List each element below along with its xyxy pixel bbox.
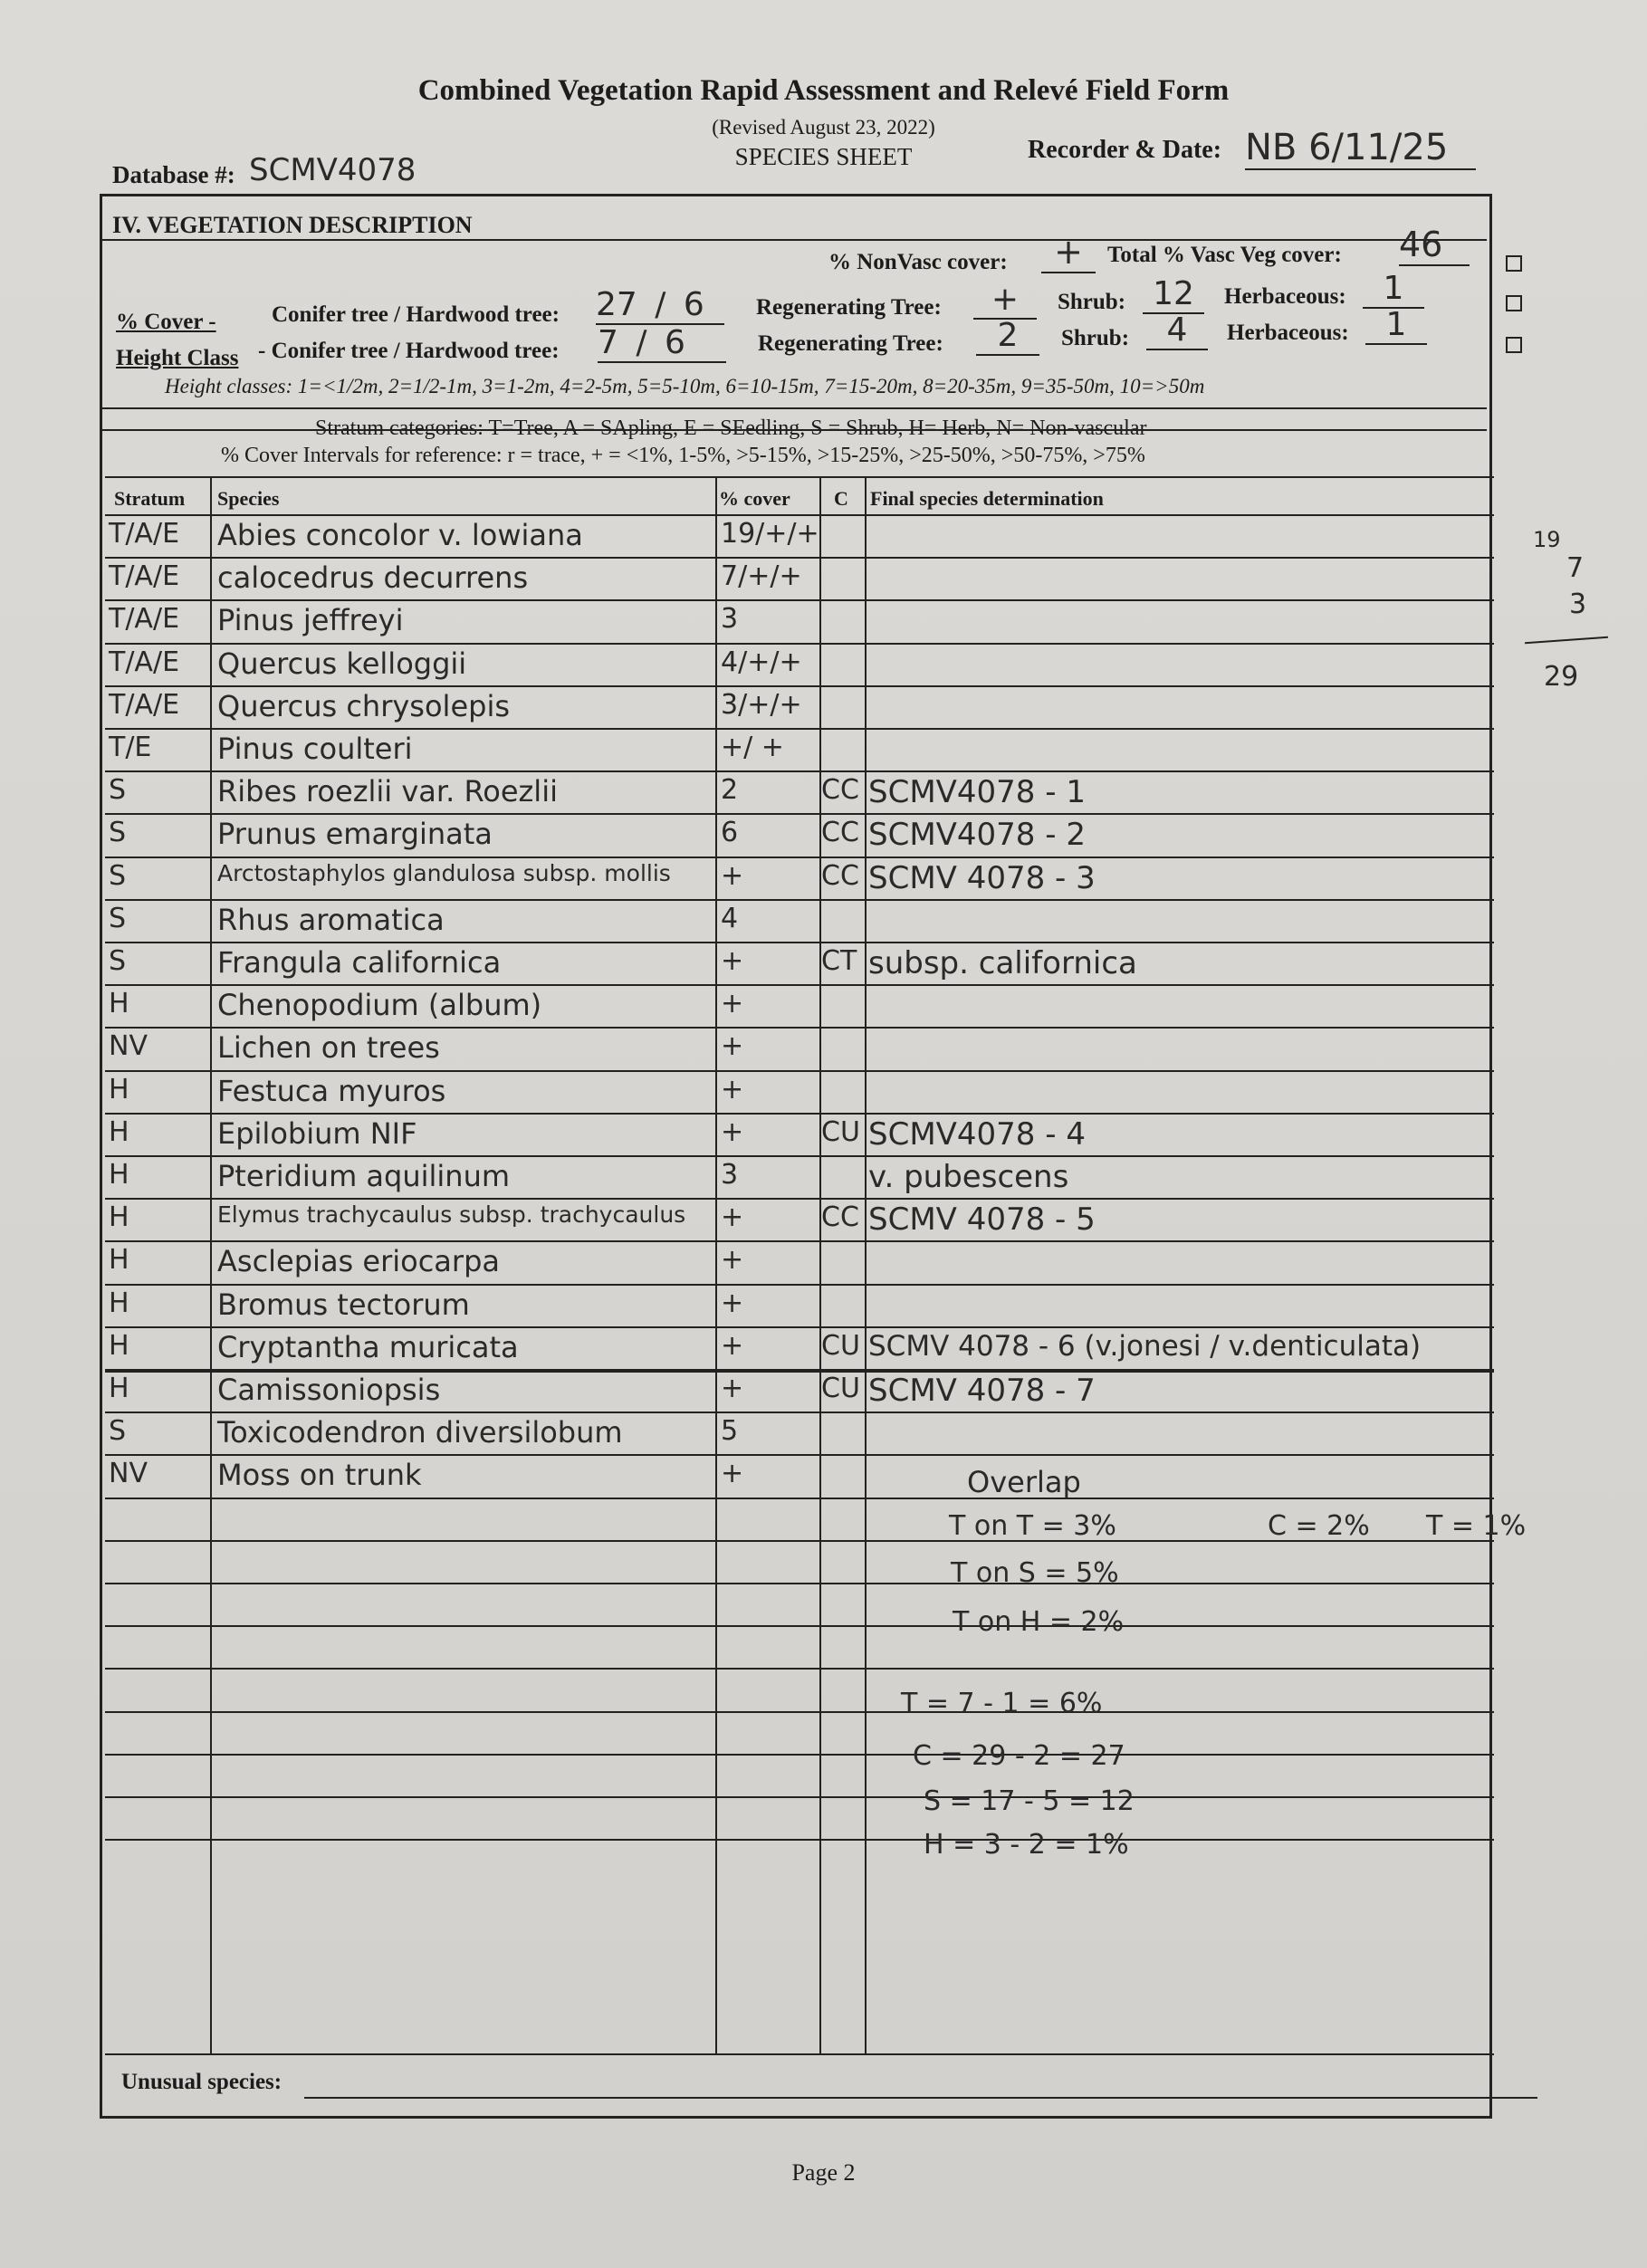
table-cell-stratum: T/A/E: [109, 603, 180, 635]
table-cell-stratum: H: [109, 988, 129, 1019]
total-vasc-label: Total % Vasc Veg cover:: [1107, 243, 1342, 267]
table-row-line: [105, 685, 1494, 687]
margin-sum-a: 19: [1533, 527, 1561, 552]
table-cell-species: Abies concolor v. lowiana: [217, 518, 583, 552]
table-row-line: [105, 984, 1494, 986]
table-row-line: [105, 942, 1494, 943]
table-cell-stratum: S: [109, 860, 127, 892]
stratum-categories: Stratum categories: T=Tree, A = SApling, E = SEedling, S = Shrub, H= Herb, N= Non-vascular: [315, 416, 1147, 440]
table-row-line: [105, 1711, 1494, 1713]
checkbox-3[interactable]: [1506, 337, 1522, 353]
table-cell-cover: +: [721, 988, 744, 1019]
table-row-line: [105, 557, 1494, 559]
table-bottom-line: [105, 2053, 1494, 2055]
table-row-line: [105, 1070, 1494, 1072]
divider: [100, 407, 1487, 409]
database-label: Database #:: [112, 161, 235, 188]
height-label: Height Class: [116, 346, 239, 370]
checkbox-2[interactable]: [1506, 295, 1522, 311]
table-cell-stratum: T/E: [109, 732, 152, 763]
table-cell-species: Pinus jeffreyi: [217, 603, 404, 637]
table-row-line: [105, 1027, 1494, 1029]
table-cell-cover: 4: [721, 903, 739, 934]
table-cell-final: v. pubescens: [868, 1159, 1069, 1195]
column-header-final: Final species determination: [870, 487, 1104, 510]
height-regen-label: Regenerating Tree:: [758, 331, 943, 356]
table-cell-stratum: H: [109, 1244, 129, 1276]
table-row-line: [105, 1326, 1494, 1328]
table-cell-species: Arctostaphylos glandulosa subsp. mollis: [217, 860, 671, 886]
cover-shrub-value: 12: [1143, 275, 1204, 314]
table-cell-final: SCMV 4078 - 6 (v.jonesi / v.denticulata): [868, 1330, 1422, 1363]
calc-s: S = 17 - 5 = 12: [924, 1785, 1135, 1817]
note-c: C = 2%: [1268, 1510, 1370, 1542]
form-title: Combined Vegetation Rapid Assessment and Relevé Field Form: [417, 74, 1230, 107]
table-cell-stratum: H: [109, 1159, 129, 1191]
divider: [100, 429, 1487, 431]
table-cell-species: Rhus aromatica: [217, 903, 445, 937]
table-row-line: [105, 728, 1494, 730]
column-header-stratum: Stratum: [114, 487, 186, 510]
table-cell-species: Prunus emarginata: [217, 817, 493, 851]
cover-intervals: % Cover Intervals for reference: r = trace, + = <1%, 1-5%, >5-15%, >15-25%, >25-50%, >50-75%, >75%: [221, 444, 1145, 467]
checkbox-1[interactable]: [1506, 255, 1522, 272]
recorder-value: NB 6/11/25: [1245, 127, 1476, 170]
table-cell-species: Frangula californica: [217, 945, 502, 980]
table-cell-cover: 4/+/+: [721, 646, 802, 678]
table-cell-species: Moss on trunk: [217, 1458, 422, 1492]
note-t-on-h: T on H = 2%: [953, 1606, 1125, 1638]
nonvasc-label: % NonVasc cover:: [828, 250, 1008, 274]
table-cell-final: SCMV4078 - 1: [868, 774, 1086, 810]
height-conifer-label: - Conifer tree / Hardwood tree:: [258, 339, 560, 363]
table-row-line: [105, 1839, 1494, 1841]
table-cell-final: SCMV4078 - 2: [868, 817, 1086, 853]
table-cell-c: CU: [821, 1116, 860, 1148]
cover-regen-value: +: [973, 281, 1037, 320]
margin-sum-total: 29: [1544, 661, 1579, 693]
table-cell-stratum: T/A/E: [109, 518, 180, 550]
height-classes-note: Height classes: 1=<1/2m, 2=1/2-1m, 3=1-2m, 4=2-5m, 5=5-10m, 6=10-15m, 7=15-20m, 8=20-35m, 9=35-50m, 10=>50m: [165, 375, 1205, 397]
table-cell-stratum: S: [109, 1415, 127, 1447]
table-cell-cover: +: [721, 1287, 744, 1319]
table-cell-cover: +: [721, 1074, 744, 1105]
calc-c: C = 29 - 2 = 27: [913, 1740, 1125, 1772]
table-cell-final: SCMV 4078 - 5: [868, 1201, 1096, 1238]
table-row-line: [105, 1155, 1494, 1157]
table-cell-stratum: NV: [109, 1030, 148, 1062]
table-cell-cover: 2: [721, 774, 739, 806]
height-hardwood: 6: [664, 324, 685, 361]
table-cell-stratum: T/A/E: [109, 646, 180, 678]
cover-conifer-label: Conifer tree / Hardwood tree:: [272, 302, 560, 327]
table-cell-cover: +: [721, 1116, 744, 1148]
unusual-species-line: [304, 2097, 1537, 2099]
cover-label: % Cover -: [116, 310, 216, 334]
table-cell-species: Toxicodendron diversilobum: [217, 1415, 623, 1450]
table-cell-species: Pteridium aquilinum: [217, 1159, 511, 1193]
height-tree-values: 7 / 6: [598, 324, 726, 363]
cover-regen-label: Regenerating Tree:: [756, 295, 942, 320]
table-row-line: [105, 1583, 1494, 1584]
table-cell-stratum: T/A/E: [109, 689, 180, 721]
table-cell-species: Festuca myuros: [217, 1074, 446, 1108]
table-cell-stratum: H: [109, 1287, 129, 1319]
table-row-line: [105, 1284, 1494, 1286]
table-cell-stratum: S: [109, 774, 127, 806]
table-cell-final: SCMV 4078 - 3: [868, 860, 1096, 896]
table-cell-species: calocedrus decurrens: [217, 560, 529, 595]
table-cell-cover: +/ +: [721, 732, 784, 763]
table-row-line: [105, 1240, 1494, 1242]
table-cell-species: Pinus coulteri: [217, 732, 413, 766]
table-cell-stratum: NV: [109, 1458, 148, 1489]
cover-herb-label: Herbaceous:: [1224, 284, 1346, 309]
table-row-line: [105, 1625, 1494, 1627]
table-row-line: [105, 899, 1494, 901]
table-cell-species: Camissoniopsis: [217, 1373, 441, 1407]
margin-sum-b: 7: [1566, 552, 1585, 584]
table-column-line: [865, 476, 867, 2053]
table-row-line: [105, 1113, 1494, 1115]
margin-sum-c: 3: [1569, 589, 1587, 620]
table-cell-c: CC: [821, 860, 859, 892]
table-cell-cover: 7/+/+: [721, 560, 802, 592]
cover-shrub-label: Shrub:: [1058, 290, 1126, 314]
table-cell-species: Cryptantha muricata: [217, 1330, 519, 1364]
table-cell-species: Bromus tectorum: [217, 1287, 470, 1322]
recorder-label: Recorder & Date:: [1028, 136, 1222, 164]
note-t-on-s: T on S = 5%: [951, 1557, 1119, 1589]
table-row-line: [105, 1796, 1494, 1798]
table-cell-cover: 19/+/+: [721, 518, 819, 550]
calc-h: H = 3 - 2 = 1%: [924, 1829, 1129, 1861]
table-row-line: [105, 813, 1494, 815]
height-herb-label: Herbaceous:: [1227, 321, 1349, 345]
database-value: SCMV4078: [249, 152, 417, 188]
table-header-line: [105, 514, 1494, 516]
table-cell-stratum: H: [109, 1201, 129, 1233]
table-cell-cover: 3: [721, 603, 739, 635]
calc-t: T = 7 - 1 = 6%: [901, 1688, 1103, 1719]
table-cell-stratum: S: [109, 945, 127, 977]
sheet-subtitle: SPECIES SHEET: [734, 143, 913, 170]
table-cell-cover: +: [721, 1201, 744, 1233]
table-cell-cover: +: [721, 945, 744, 977]
height-shrub-value: 4: [1146, 311, 1208, 350]
section-title: IV. VEGETATION DESCRIPTION: [112, 212, 473, 238]
table-cell-species: Quercus kelloggii: [217, 646, 467, 681]
total-vasc-value: 46: [1399, 225, 1470, 266]
height-shrub-label: Shrub:: [1061, 326, 1130, 350]
page-number: Page 2: [791, 2159, 856, 2186]
table-cell-stratum: H: [109, 1373, 129, 1404]
table-cell-cover: +: [721, 1330, 744, 1362]
table-cell-species: Chenopodium (album): [217, 988, 542, 1022]
table-cell-species: Ribes roezlii var. Roezlii: [217, 774, 558, 809]
column-header-cover: % cover: [719, 487, 790, 510]
table-cell-cover: +: [721, 1458, 744, 1489]
height-conifer: 7: [598, 324, 618, 361]
table-row-line: [105, 643, 1494, 645]
table-top-line: [105, 476, 1494, 478]
table-cell-species: Elymus trachycaulus subsp. trachycaulus: [217, 1201, 686, 1228]
table-row-line: [105, 599, 1494, 601]
table-cell-c: CT: [821, 945, 857, 977]
revision-date: (Revised August 23, 2022): [712, 116, 935, 139]
note-t-on-t: T on T = 3%: [949, 1510, 1116, 1542]
table-cell-cover: 5: [721, 1415, 739, 1447]
table-cell-final: SCMV 4078 - 7: [868, 1373, 1096, 1409]
cover-herb-value: 1: [1363, 270, 1424, 309]
column-header-c: C: [834, 487, 848, 510]
table-cell-cover: +: [721, 1373, 744, 1404]
table-cell-stratum: H: [109, 1116, 129, 1148]
table-cell-stratum: S: [109, 817, 127, 848]
table-column-line: [819, 476, 821, 2053]
divider: [100, 239, 1487, 241]
table-cell-cover: +: [721, 860, 744, 892]
table-row-line: [105, 1198, 1494, 1200]
table-cell-final: SCMV4078 - 4: [868, 1116, 1086, 1153]
table-cell-c: CC: [821, 1201, 859, 1233]
table-cell-stratum: S: [109, 903, 127, 934]
table-column-line: [715, 476, 717, 2053]
table-cell-final: subsp. californica: [868, 945, 1137, 981]
table-row-line: [105, 1668, 1494, 1670]
height-regen-value: 2: [976, 317, 1039, 356]
table-cell-stratum: H: [109, 1330, 129, 1362]
table-cell-species: Epilobium NIF: [217, 1116, 417, 1151]
table-row-line: [105, 1454, 1494, 1456]
cover-conifer: 27: [596, 286, 637, 323]
note-t: T = 1%: [1426, 1510, 1527, 1542]
cover-hardwood: 6: [683, 286, 704, 323]
table-cell-c: CU: [821, 1373, 860, 1404]
cover-tree-values: 27 / 6: [596, 286, 724, 325]
table-column-line: [210, 476, 212, 2053]
table-row-line: [105, 1498, 1494, 1499]
table-cell-cover: +: [721, 1244, 744, 1276]
overlap-title: Overlap: [967, 1465, 1081, 1499]
table-row-line: [105, 856, 1494, 858]
table-cell-stratum: H: [109, 1074, 129, 1105]
table-cell-cover: 3/+/+: [721, 689, 802, 721]
table-cell-c: CU: [821, 1330, 860, 1362]
table-row-line: [105, 1412, 1494, 1413]
unusual-species-label: Unusual species:: [121, 2070, 282, 2094]
table-cell-c: CC: [821, 774, 859, 806]
table-cell-c: CC: [821, 817, 859, 848]
table-cell-cover: 6: [721, 817, 739, 848]
table-cell-species: Lichen on trees: [217, 1030, 440, 1065]
height-herb-value: 1: [1365, 306, 1427, 345]
table-cell-cover: +: [721, 1030, 744, 1062]
table-row-line: [105, 770, 1494, 772]
column-header-species: Species: [217, 487, 280, 510]
margin-sum-line: [1525, 636, 1608, 644]
table-row-line: [105, 1754, 1494, 1756]
table-cell-stratum: T/A/E: [109, 560, 180, 592]
table-cell-species: Asclepias eriocarpa: [217, 1244, 500, 1278]
table-cell-species: Quercus chrysolepis: [217, 689, 510, 723]
table-cell-cover: 3: [721, 1159, 739, 1191]
nonvasc-value: +: [1041, 232, 1096, 273]
